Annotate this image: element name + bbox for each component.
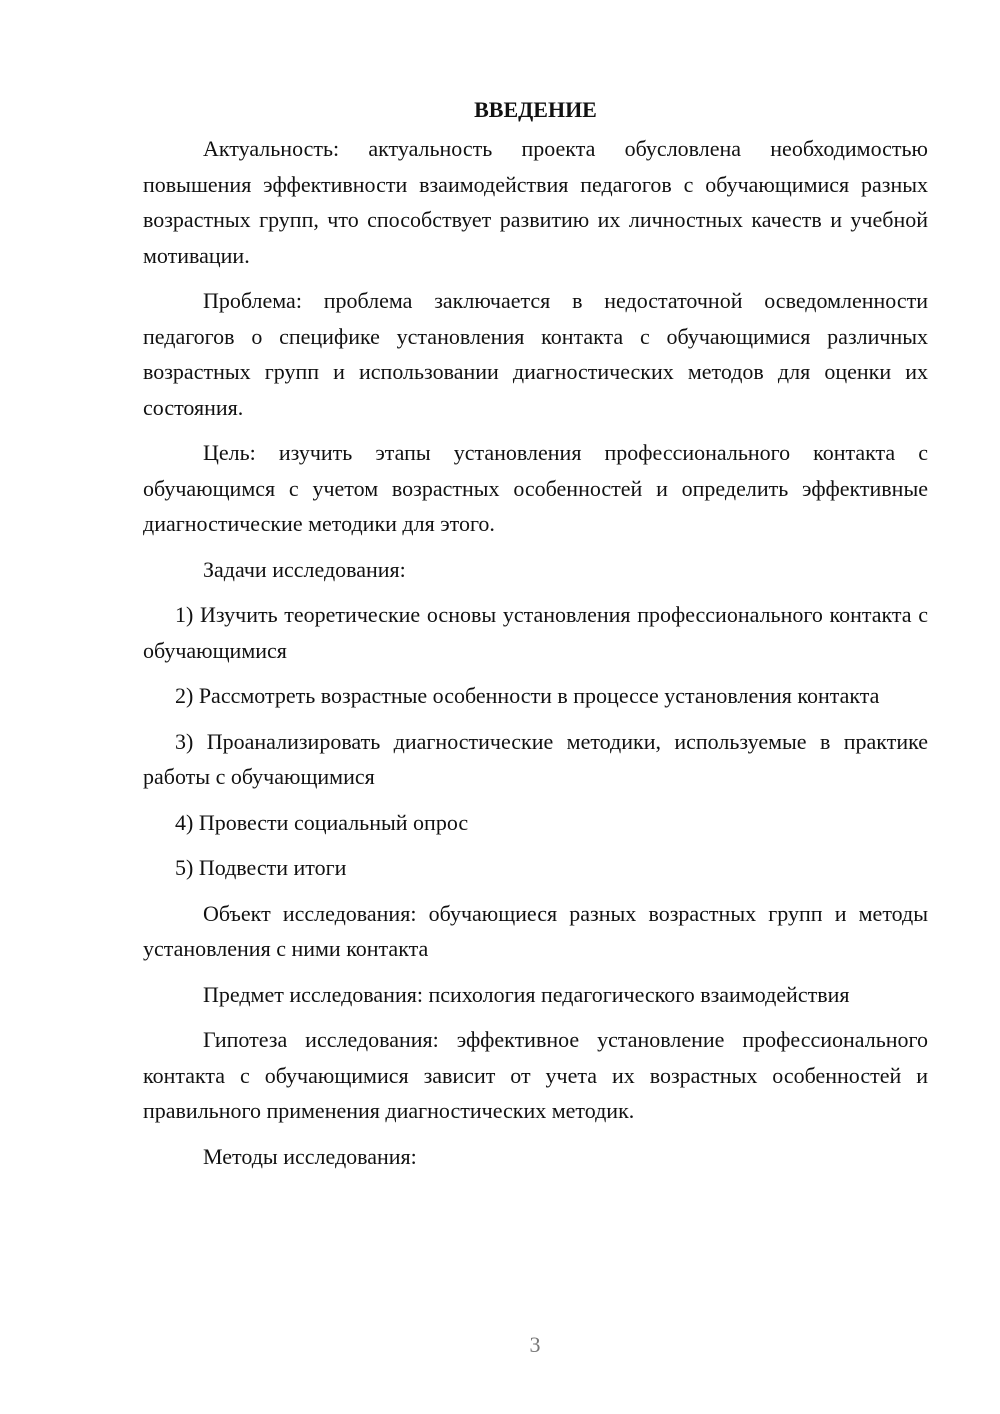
relevance-paragraph: Актуальность: актуальность проекта обусловлена необходимостью повышения эффективности взаимодействия педагогов с обучающимися разных возрастных групп, что способствует развитию их личностных качеств и учебной мотивации.: [143, 136, 928, 268]
goal-paragraph: Цель: изучить этапы установления профессионального контакта с обучающимся с учетом возрастных особенностей и определить эффективные диагностические методики для этого.: [143, 440, 928, 536]
hypothesis-paragraph: Гипотеза исследования: эффективное установление профессионального контакта с обучающимися зависит от учета их возрастных особенностей и правильного применения диагностических методик.: [143, 1027, 928, 1123]
object-paragraph: Объект исследования: обучающиеся разных возрастных групп и методы установления с ними контакта: [143, 900, 928, 961]
page-number: 3: [529, 1332, 541, 1357]
methods-paragraph: Методы исследования:: [203, 1143, 417, 1169]
document-page: [143, 92, 928, 1174]
task-item-4: 4) Провести социальный опрос: [175, 809, 469, 835]
subject-paragraph: Предмет исследования: психология педагогического взаимодействия: [203, 981, 850, 1007]
task-item-3: 3) Проанализировать диагностические методики, используемые в практике работы с обучающимися: [143, 728, 928, 789]
problem-paragraph: Проблема: проблема заключается в недостаточной осведомленности педагогов о специфике установления контакта с обучающимися различных возрастных групп и использовании диагностических методов для оценки их состояния.: [143, 288, 928, 420]
tasks-heading: Задачи исследования:: [203, 556, 406, 582]
task-item-1: 1) Изучить теоретические основы установления профессионального контакта с обучающимися: [143, 602, 928, 663]
task-item-2: 2) Рассмотреть возрастные особенности в процессе установления контакта: [175, 683, 880, 708]
task-item-5: 5) Подвести итоги: [175, 855, 347, 880]
page-title: ВВЕДЕНИЕ: [474, 97, 597, 122]
